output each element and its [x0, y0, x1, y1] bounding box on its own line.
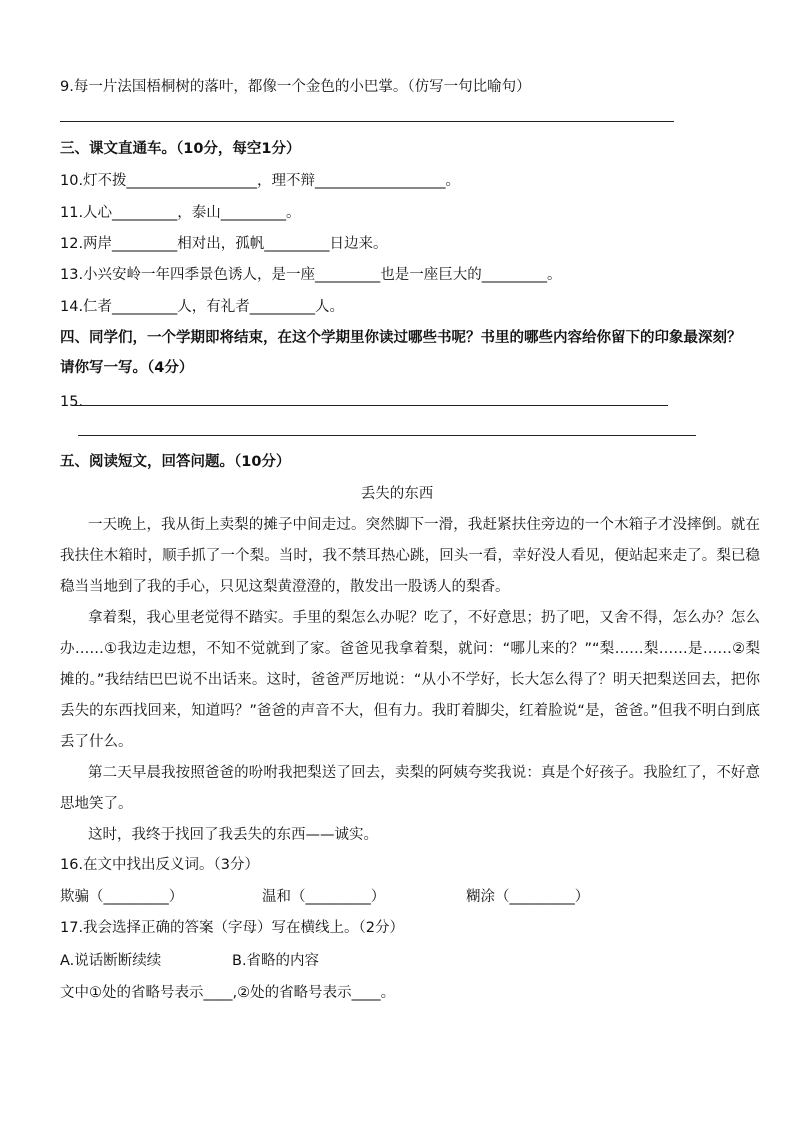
- question-13: 13.小兴安岭一年四季景色诱人，是一座_________也是一座巨大的_________。: [60, 267, 562, 283]
- option-a: A.说话断断续续: [60, 953, 162, 969]
- section-5-heading: 五、阅读短文，回答问题。（10分）: [60, 454, 291, 470]
- question-12: 12.两岸_________相对出，孤帆_________日边来。: [60, 236, 388, 252]
- answer-line-q15-2[interactable]: [78, 435, 696, 436]
- question-11: 11.人心_________，泰山_________。: [60, 205, 301, 221]
- answer-line-q15-1[interactable]: [74, 405, 668, 406]
- question-17: 17.我会选择正确的答案（字母）写在横线上。（2分）: [60, 920, 405, 936]
- question-14: 14.仁者_________人，有礼者_________人。: [60, 299, 345, 315]
- section-4-heading-line-2: 请你写一写。（4分）: [60, 360, 194, 376]
- question-15-label: 15.: [60, 394, 84, 410]
- antonym-item-3: 糊涂（_________）: [466, 889, 590, 905]
- passage-paragraph-2: 拿着梨，我心里老觉得不踏实。手里的梨怎么办呢？吃了，不好意思；扔了吧，又舍不得，怎么办？怎么办……①我边走边想，不知不觉就到了家。爸爸见我拿着梨，就问：“哪儿来的？”“梨……梨……是……②梨摊的。”我结结巴巴说不出话来。这时，爸爸严厉地说：“从小不学好，长大怎么得了？明天把梨送回去，把你丢失的东西找回来，知道吗？”爸爸的声音不大，但有力。我盯着脚尖，红着脸说“是，爸爸。”但我不明白到底丢了什么。: [60, 610, 760, 750]
- question-9: 9.每一片法国梧桐树的落叶，都像一个金色的小巴掌。（仿写一句比喻句）: [60, 79, 531, 95]
- question-10: 10.灯不拨__________________，理不辩__________________。: [60, 173, 461, 189]
- question-17-answer-line: 文中①处的省略号表示____,②处的省略号表示____。: [60, 985, 396, 1001]
- section-4-heading-line-1: 四、同学们，一个学期即将结束，在这个学期里你读过哪些书呢？书里的哪些内容给你留下的印象最深刻？: [60, 330, 742, 346]
- antonym-item-1: 欺骗（_________）: [60, 889, 184, 905]
- passage-paragraph-4: 这时，我终于找回了我丢失的东西——诚实。: [88, 827, 378, 843]
- answer-line-q9[interactable]: [60, 121, 674, 122]
- section-3-heading: 三、课文直通车。（10分，每空1分）: [60, 141, 301, 157]
- question-16: 16.在文中找出反义词。（3分）: [60, 857, 260, 873]
- passage-paragraph-1: 一天晚上，我从街上卖梨的摊子中间走过。突然脚下一滑，我赶紧扶住旁边的一个木箱子才没摔倒。就在我扶住木箱时，顺手抓了一个梨。当时，我不禁耳热心跳，回头一看，幸好没人看见，便站起来走了。梨已稳稳当当地到了我的手心，只见这梨黄澄澄的，散发出一股诱人的梨香。: [60, 517, 760, 595]
- passage-title: 丢失的东西: [360, 486, 434, 502]
- antonym-item-2: 温和（_________）: [262, 889, 386, 905]
- option-b: B.省略的内容: [232, 953, 320, 969]
- passage-paragraph-3: 第二天早晨我按照爸爸的吩咐我把梨送了回去，卖梨的阿姨夸奖我说：真是个好孩子。我脸红了，不好意思地笑了。: [60, 765, 760, 812]
